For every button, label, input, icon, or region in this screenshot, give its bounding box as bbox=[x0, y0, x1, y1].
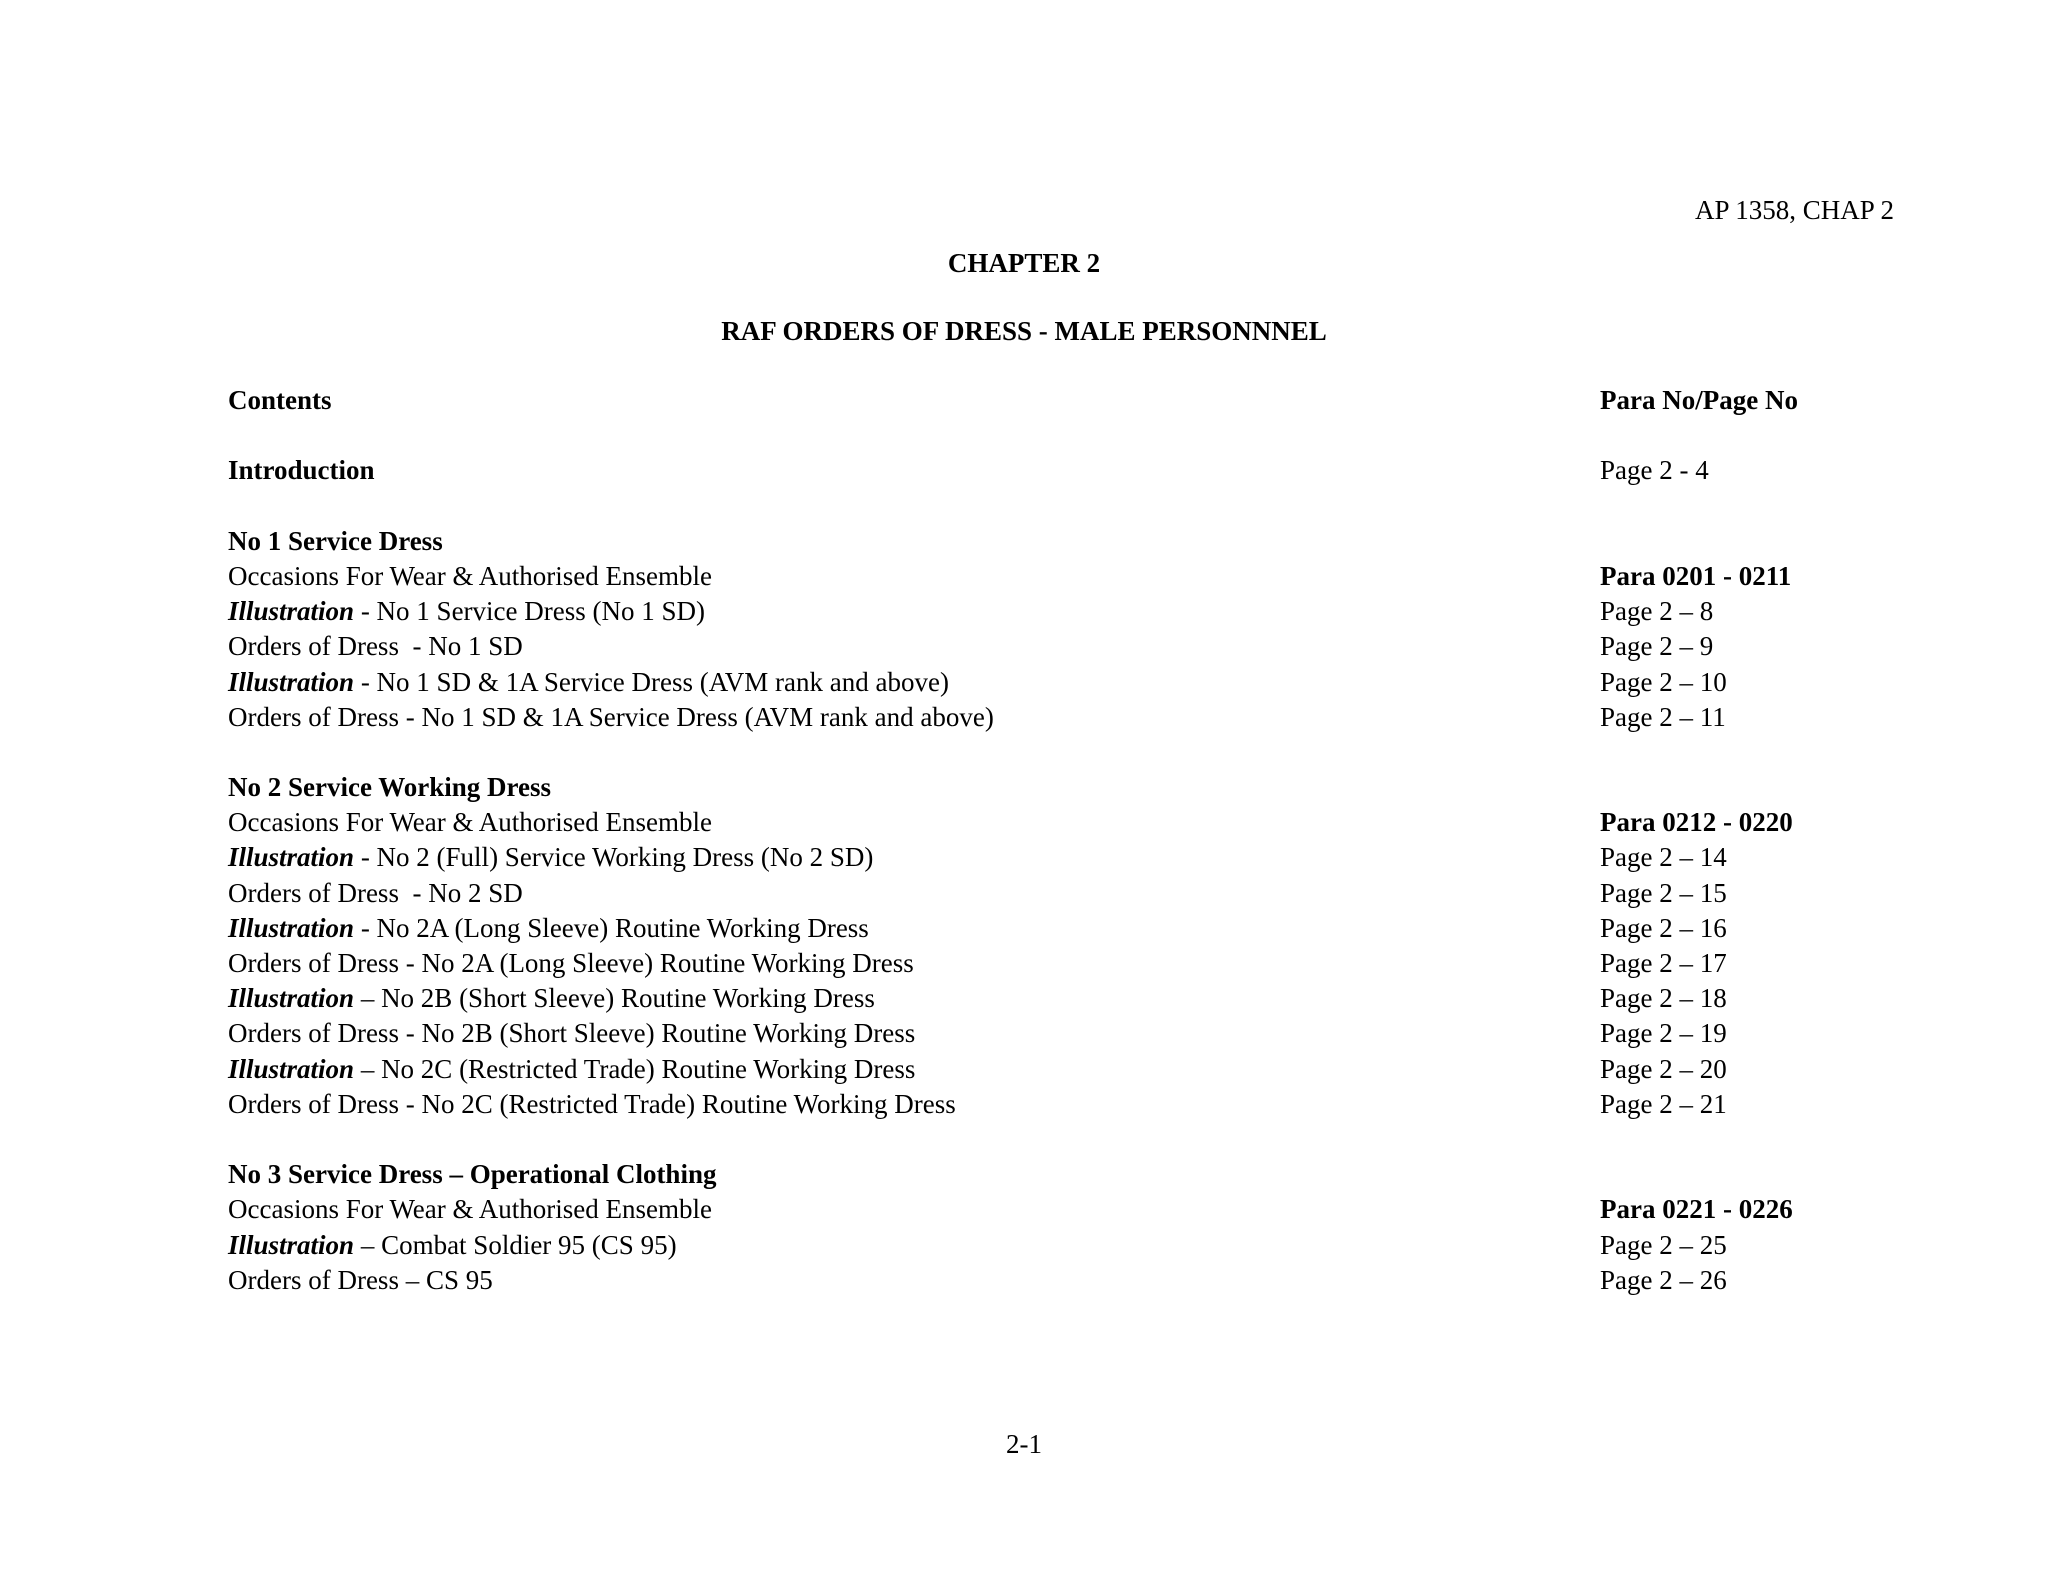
spacer bbox=[228, 735, 1848, 770]
toc-entry-text: Orders of Dress – CS 95 bbox=[228, 1264, 493, 1295]
illustration-prefix: Illustration bbox=[228, 1053, 355, 1084]
toc-entry-title bbox=[228, 946, 1600, 981]
toc-entry bbox=[228, 946, 1848, 981]
toc-entry-ref: Para 0201 - 0211 bbox=[1600, 560, 1792, 591]
toc-entry-title bbox=[228, 911, 1600, 946]
table-of-contents bbox=[228, 383, 1848, 1298]
toc-entry-title bbox=[228, 840, 1600, 875]
document-reference: AP 1358, CHAP 2 bbox=[1694, 195, 1894, 225]
toc-entry-ref: Page 2 – 15 bbox=[1600, 877, 1727, 908]
section-title: No 1 Service Dress bbox=[228, 525, 443, 556]
toc-entry bbox=[228, 1192, 1848, 1227]
toc-entry-text: Orders of Dress - No 1 SD & 1A Service Dress (AVM rank and above) bbox=[228, 701, 994, 732]
toc-entry-title bbox=[228, 876, 1600, 911]
toc-entry-text: Orders of Dress - No 2A (Long Sleeve) Routine Working Dress bbox=[228, 948, 914, 978]
toc-entry-text: - No 2A (Long Sleeve) Routine Working Dress bbox=[354, 912, 869, 943]
chapter-title: RAF ORDERS OF DRESS - MALE PERSONNNEL bbox=[721, 316, 1327, 346]
toc-entry-title bbox=[228, 981, 1600, 1016]
illustration-prefix: Illustration bbox=[228, 912, 355, 943]
toc-entry bbox=[228, 665, 1848, 700]
toc-entry-title bbox=[228, 1263, 1600, 1298]
toc-entry bbox=[228, 629, 1848, 664]
toc-entry-title bbox=[228, 805, 1600, 840]
toc-entry-text: Occasions For Wear & Authorised Ensemble bbox=[228, 560, 712, 591]
toc-entry-ref: Para 0221 - 0226 bbox=[1600, 1194, 1793, 1225]
toc-entry-ref: Page 2 – 14 bbox=[1600, 842, 1727, 873]
spacer bbox=[228, 1122, 1848, 1157]
toc-entry-ref: Page 2 – 25 bbox=[1600, 1229, 1727, 1260]
toc-entry-text: – No 2C (Restricted Trade) Routine Working Dress bbox=[354, 1053, 916, 1084]
toc-entry-text: Occasions For Wear & Authorised Ensemble bbox=[228, 807, 712, 838]
contents-header-row bbox=[228, 383, 1848, 418]
toc-entry-ref: Page 2 – 26 bbox=[1600, 1264, 1727, 1295]
illustration-prefix: Illustration bbox=[228, 596, 355, 627]
toc-entry-ref: Page 2 – 9 bbox=[1600, 631, 1714, 662]
toc-entry-ref: Para 0212 - 0220 bbox=[1600, 807, 1793, 838]
toc-entry-title bbox=[228, 594, 1600, 629]
toc-entry bbox=[228, 594, 1848, 629]
spacer bbox=[228, 418, 1848, 453]
toc-entry-title bbox=[228, 629, 1600, 664]
toc-entry bbox=[228, 911, 1848, 946]
illustration-prefix: Illustration bbox=[228, 842, 355, 873]
introduction-ref: Page 2 - 4 bbox=[1600, 455, 1709, 486]
toc-entry-title bbox=[228, 1192, 1600, 1227]
toc-entry bbox=[228, 1263, 1848, 1298]
toc-entry bbox=[228, 700, 1848, 735]
toc-entry bbox=[228, 1016, 1848, 1051]
contents-sections bbox=[228, 524, 1848, 1298]
toc-entry-text: – No 2B (Short Sleeve) Routine Working Dress bbox=[354, 983, 875, 1014]
toc-entry-title bbox=[228, 1228, 1600, 1263]
toc-entry bbox=[228, 1052, 1848, 1087]
toc-entry-text: Orders of Dress - No 2C (Restricted Trade) Routine Working Dress bbox=[228, 1088, 956, 1119]
toc-entry bbox=[228, 1087, 1848, 1122]
toc-entry-text: Orders of Dress - No 2B (Short Sleeve) Routine Working Dress bbox=[228, 1018, 916, 1049]
toc-entry-ref: Page 2 – 17 bbox=[1600, 948, 1727, 978]
toc-entry bbox=[228, 805, 1848, 840]
toc-entry bbox=[228, 981, 1848, 1016]
section-title: No 2 Service Working Dress bbox=[228, 772, 551, 803]
section-title-row bbox=[228, 770, 1848, 805]
toc-entry-text: - No 2 (Full) Service Working Dress (No 2 SD) bbox=[354, 842, 874, 873]
spacer bbox=[228, 489, 1848, 524]
page-number: 2-1 bbox=[1006, 1429, 1042, 1459]
toc-entry bbox=[228, 876, 1848, 911]
section-title: No 3 Service Dress – Operational Clothing bbox=[228, 1159, 717, 1190]
reference-column-heading: Para No/Page No bbox=[1600, 385, 1798, 415]
chapter-heading: CHAPTER 2 bbox=[947, 248, 1101, 278]
toc-entry-title bbox=[228, 1016, 1600, 1051]
toc-entry bbox=[228, 559, 1848, 594]
toc-entry bbox=[228, 1228, 1848, 1263]
toc-entry-ref: Page 2 – 16 bbox=[1600, 912, 1727, 943]
toc-entry-ref: Page 2 – 10 bbox=[1600, 666, 1727, 697]
contents-heading: Contents bbox=[228, 385, 332, 415]
toc-entry-text: - No 1 SD & 1A Service Dress (AVM rank and above) bbox=[354, 666, 949, 697]
illustration-prefix: Illustration bbox=[228, 1229, 355, 1260]
illustration-prefix: Illustration bbox=[228, 666, 355, 697]
toc-entry-title bbox=[228, 700, 1600, 735]
toc-entry-ref: Page 2 – 8 bbox=[1600, 596, 1714, 627]
toc-entry-ref: Page 2 – 20 bbox=[1600, 1053, 1727, 1084]
toc-entry-text: – Combat Soldier 95 (CS 95) bbox=[354, 1229, 677, 1260]
toc-entry-ref: Page 2 – 21 bbox=[1600, 1088, 1727, 1119]
toc-entry-text: Occasions For Wear & Authorised Ensemble bbox=[228, 1194, 712, 1225]
toc-entry-text: Orders of Dress - No 1 SD bbox=[228, 631, 523, 662]
toc-entry-title bbox=[228, 559, 1600, 594]
toc-entry-ref: Page 2 – 19 bbox=[1600, 1018, 1727, 1049]
section-title-row bbox=[228, 1157, 1848, 1192]
toc-entry-title bbox=[228, 1052, 1600, 1087]
toc-entry-text: - No 1 Service Dress (No 1 SD) bbox=[354, 596, 705, 627]
illustration-prefix: Illustration bbox=[228, 983, 355, 1014]
toc-entry-ref: Page 2 – 18 bbox=[1600, 983, 1727, 1014]
toc-entry bbox=[228, 840, 1848, 875]
introduction-label: Introduction bbox=[228, 455, 375, 486]
toc-entry-title bbox=[228, 1087, 1600, 1122]
introduction-row bbox=[228, 453, 1848, 488]
toc-entry-ref: Page 2 – 11 bbox=[1600, 701, 1726, 732]
section-title-row bbox=[228, 524, 1848, 559]
toc-entry-text: Orders of Dress - No 2 SD bbox=[228, 877, 523, 908]
toc-entry-title bbox=[228, 665, 1600, 700]
